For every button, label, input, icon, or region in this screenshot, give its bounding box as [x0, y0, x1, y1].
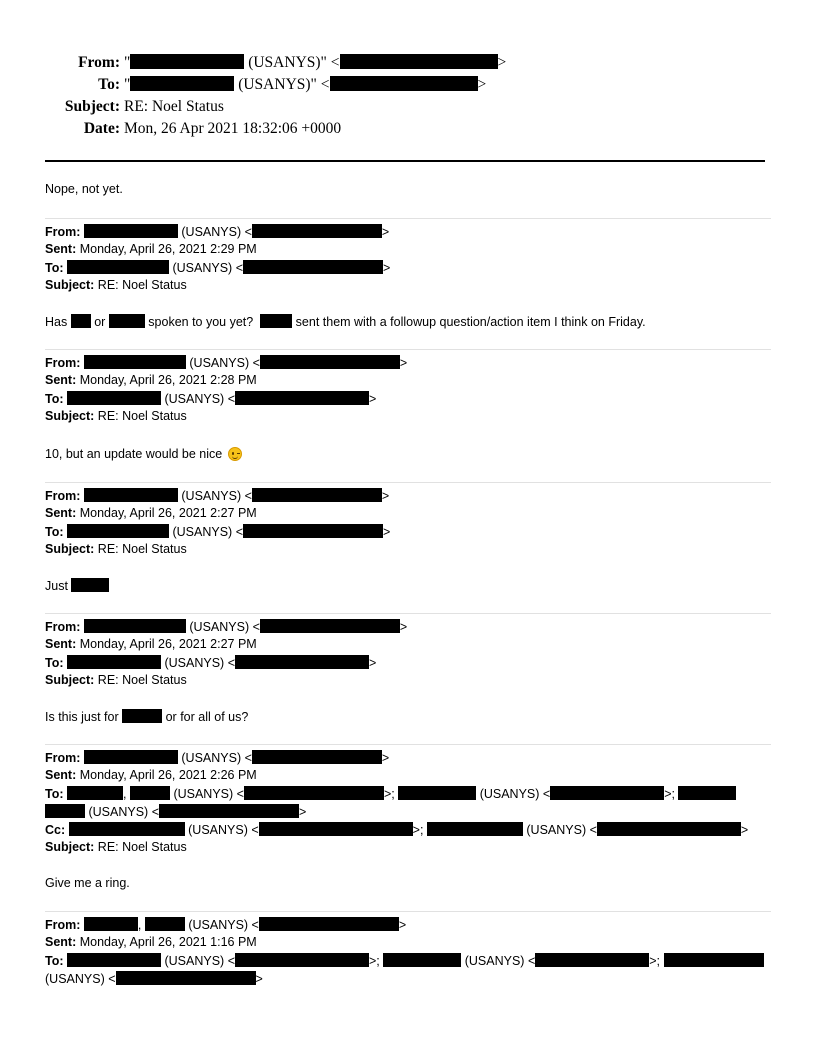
redaction	[252, 750, 382, 764]
field-value: sent them with a followup question/action item I think on Friday.	[295, 315, 646, 329]
field-value: (USANYS)	[45, 972, 105, 986]
message-to: To: (USANYS) < >	[45, 525, 391, 539]
field-label: To:	[45, 656, 64, 670]
field-value: (USANYS)	[479, 787, 540, 801]
header-from-org: (USANYS)	[248, 54, 321, 71]
field-label: From:	[45, 620, 81, 634]
redaction	[130, 54, 244, 69]
field-label: Sent:	[45, 373, 77, 387]
field-value: or for all of us?	[165, 710, 249, 724]
message-separator	[45, 613, 771, 614]
message-from: From: (USANYS) < >	[45, 489, 390, 503]
field-value: (USANYS)	[88, 805, 149, 819]
redaction	[67, 786, 123, 800]
header-divider	[45, 160, 765, 162]
field-label: Subject:	[45, 409, 95, 423]
field-value: (USANYS)	[188, 918, 249, 932]
message-body: Give me a ring.	[45, 876, 130, 890]
redaction	[116, 971, 256, 985]
header-to-org: (USANYS)	[238, 76, 311, 93]
redaction	[67, 391, 161, 405]
header-date-value: Mon, 26 Apr 2021 18:32:06 +0000	[124, 120, 342, 137]
message-to: To: , (USANYS) < >; (USANYS) < >;	[45, 786, 736, 802]
redaction	[67, 524, 169, 538]
field-label: From:	[45, 489, 81, 503]
redaction	[597, 822, 741, 836]
field-value: (USANYS)	[181, 751, 242, 765]
message-from: From: (USANYS) < >	[45, 751, 390, 765]
field-value: (USANYS)	[189, 356, 250, 370]
redaction	[159, 804, 299, 818]
redaction	[130, 786, 170, 800]
field-value: RE: Noel Status	[97, 278, 187, 292]
field-label: Sent:	[45, 506, 77, 520]
field-label: To:	[45, 954, 64, 968]
field-value: (USANYS)	[164, 954, 225, 968]
field-label: Subject:	[45, 673, 95, 687]
message-from: From: , (USANYS) < >	[45, 918, 407, 932]
message-from: From: (USANYS) < >	[45, 225, 390, 239]
redaction	[535, 953, 649, 967]
message-sent	[45, 935, 257, 950]
redaction	[252, 488, 382, 502]
message-subject	[45, 840, 187, 855]
redaction	[84, 917, 138, 931]
field-label: Subject:	[45, 542, 95, 556]
field-value: RE: Noel Status	[97, 673, 187, 687]
redaction	[235, 655, 369, 669]
message-body	[45, 447, 242, 462]
redaction	[84, 488, 178, 502]
redaction	[243, 524, 383, 538]
field-value: Monday, April 26, 2021 2:29 PM	[79, 242, 257, 256]
field-value: (USANYS)	[526, 823, 587, 837]
message-sent	[45, 506, 257, 521]
field-value: (USANYS)	[181, 225, 242, 239]
field-label: To:	[45, 787, 64, 801]
redaction	[260, 314, 292, 328]
redaction	[67, 655, 161, 669]
message-separator	[45, 349, 771, 350]
redaction	[45, 804, 85, 818]
field-value: RE: Noel Status	[97, 840, 187, 854]
redaction	[550, 786, 664, 800]
field-value: (USANYS)	[173, 787, 234, 801]
message-to-continued: (USANYS) < >	[45, 972, 263, 986]
field-value: Is this just for	[45, 710, 119, 724]
redaction	[235, 391, 369, 405]
message-sent	[45, 637, 257, 652]
redaction	[259, 917, 399, 931]
field-value: Monday, April 26, 2021 2:27 PM	[79, 506, 257, 520]
header-from-label: From:	[78, 54, 120, 71]
field-value: Just	[45, 579, 68, 593]
redaction	[71, 314, 91, 328]
redaction	[260, 355, 400, 369]
message-sent	[45, 768, 257, 783]
field-label: Sent:	[45, 242, 77, 256]
header-date-label: Date:	[83, 120, 120, 137]
message-subject	[45, 542, 187, 557]
redaction	[84, 355, 186, 369]
message-body	[45, 314, 646, 330]
message-cc: Cc: (USANYS) < >; (USANYS) < >	[45, 823, 749, 837]
field-label: Sent:	[45, 935, 77, 949]
header-to-value: " (USANYS)" < >	[124, 76, 487, 93]
redaction	[664, 953, 764, 967]
redaction	[243, 260, 383, 274]
field-value: (USANYS)	[172, 525, 233, 539]
field-label: To:	[45, 392, 64, 406]
redaction	[109, 314, 145, 328]
field-value: Has	[45, 315, 68, 329]
redaction	[235, 953, 369, 967]
message-separator	[45, 218, 771, 219]
field-label: From:	[45, 225, 81, 239]
redaction	[122, 709, 162, 723]
field-label: From:	[45, 356, 81, 370]
message-to: To: (USANYS) < >	[45, 656, 377, 670]
field-value: Monday, April 26, 2021 2:26 PM	[79, 768, 257, 782]
message-separator	[45, 482, 771, 483]
field-value: Monday, April 26, 2021 1:16 PM	[79, 935, 257, 949]
message-to: To: (USANYS) < >	[45, 261, 391, 275]
redaction	[84, 619, 186, 633]
field-value: (USANYS)	[189, 620, 250, 634]
field-label: From:	[45, 918, 81, 932]
message-body	[45, 578, 109, 594]
redaction	[145, 917, 185, 931]
redaction	[260, 619, 400, 633]
field-value: RE: Noel Status	[97, 409, 187, 423]
message-from: From: (USANYS) < >	[45, 356, 408, 370]
redaction	[69, 822, 185, 836]
field-value: RE: Noel Status	[97, 542, 187, 556]
field-value: (USANYS)	[172, 261, 233, 275]
message-body	[45, 709, 248, 725]
message-subject	[45, 409, 187, 424]
redaction	[67, 953, 161, 967]
field-label: To:	[45, 261, 64, 275]
message-subject	[45, 278, 187, 293]
field-label: Subject:	[45, 278, 95, 292]
field-label: From:	[45, 751, 81, 765]
field-value: (USANYS)	[188, 823, 248, 837]
message-subject	[45, 673, 187, 688]
field-value: 10, but an update would be nice	[45, 447, 223, 461]
redaction	[398, 786, 476, 800]
field-value: spoken to you yet?	[148, 315, 254, 329]
field-label: Sent:	[45, 637, 77, 651]
message-to: To: (USANYS) < >	[45, 392, 377, 406]
message-sent	[45, 242, 257, 257]
header-subject-label: Subject:	[64, 98, 120, 115]
field-value: (USANYS)	[181, 489, 242, 503]
redaction	[678, 786, 736, 800]
field-value: (USANYS)	[164, 392, 225, 406]
header-subject-value: RE: Noel Status	[124, 98, 224, 115]
field-label: To:	[45, 525, 64, 539]
redaction	[340, 54, 498, 69]
redaction	[252, 224, 382, 238]
message-separator	[45, 744, 771, 745]
message-body: Nope, not yet.	[45, 182, 123, 196]
redaction	[84, 224, 178, 238]
header-from-value: " (USANYS)" < >	[124, 54, 507, 71]
redaction	[244, 786, 384, 800]
field-label: Sent:	[45, 768, 77, 782]
field-label: Subject:	[45, 840, 95, 854]
redaction	[383, 953, 461, 967]
field-value: Monday, April 26, 2021 2:27 PM	[79, 637, 257, 651]
winking-face-icon	[228, 447, 242, 461]
message-separator	[45, 911, 771, 912]
redaction	[84, 750, 178, 764]
field-label: Cc:	[45, 823, 66, 837]
message-to: To: (USANYS) < >; (USANYS) < >;	[45, 953, 764, 969]
message-sent	[45, 373, 257, 388]
redaction	[67, 260, 169, 274]
message-to-continued: (USANYS) < >	[45, 804, 306, 820]
redaction	[330, 76, 478, 91]
redaction	[130, 76, 234, 91]
redaction	[427, 822, 523, 836]
redaction	[259, 822, 413, 836]
field-value: Monday, April 26, 2021 2:28 PM	[79, 373, 257, 387]
field-value: (USANYS)	[164, 656, 225, 670]
field-value: (USANYS)	[464, 954, 525, 968]
message-from: From: (USANYS) < >	[45, 620, 408, 634]
redaction	[71, 578, 109, 592]
field-value: or	[94, 315, 106, 329]
header-to-label: To:	[98, 76, 120, 93]
